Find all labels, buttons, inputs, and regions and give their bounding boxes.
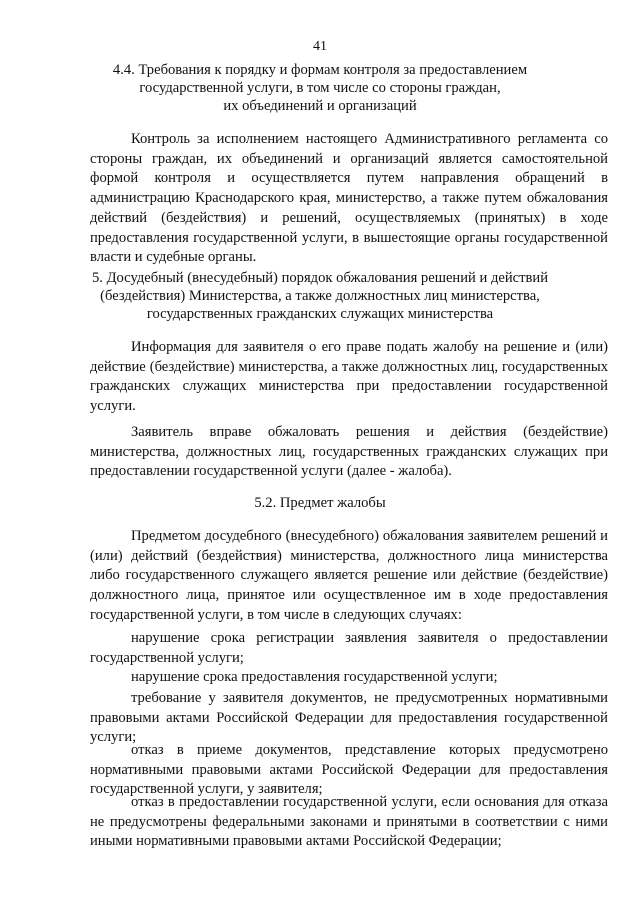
heading-line: государственной услуги, в том числе со стороны граждан, <box>139 80 501 96</box>
list-item: нарушение срока предоставления государственной услуги; <box>131 669 498 685</box>
section-5-paragraph-2: Заявитель вправе обжаловать решения и действия (бездействие) министерства, должностных лиц, государственных гражданских служащих при предоставлении государственной услуги (далее - жалоба). <box>90 424 608 480</box>
heading-line: (бездействия) Министерства, а также должностных лиц министерства, <box>100 288 540 304</box>
section-5-2-heading: 5.2. Предмет жалобы <box>254 495 386 511</box>
list-item: отказ в предоставлении государственной услуги, если основания для отказа не предусмотрены федеральными законами и принятыми в соответствии с ними иными нормативными правовыми актами Российской Федерации; <box>90 794 608 850</box>
list-item: нарушение срока регистрации заявления заявителя о предоставлении государственной услуги; <box>90 630 608 666</box>
page-number: 41 <box>313 39 327 54</box>
list-item: требование у заявителя документов, не предусмотренных нормативными правовыми актами Российской Федерации для предоставления государственной услуги; <box>90 690 608 746</box>
list-item: отказ в приеме документов, представление которых предусмотрено нормативными правовыми актами Российской Федерации для предоставления государственной услуги, у заявителя; <box>90 742 608 798</box>
heading-line: государственных гражданских служащих министерства <box>146 306 494 322</box>
section-5-2-intro: Предметом досудебного (внесудебного) обжалования заявителем решений и (или) действий (бездействия) министерства, должностного лица министерства либо государственного служащего является решение или действие (бездействие) должностного лица, принятое или осуществленное им в ходе предоставления государственной услуги, в том числе в следующих случаях: <box>90 528 608 623</box>
section-4-4-heading <box>0 61 640 115</box>
heading-line: 4.4. Требования к порядку и формам контроля за предоставлением <box>112 62 528 78</box>
section-5-heading <box>0 269 640 323</box>
heading-line: 5. Досудебный (внесудебный) порядок обжалования решений и действий <box>91 270 549 286</box>
section-4-4-paragraph: Контроль за исполнением настоящего Административного регламента со стороны граждан, их объединений и организаций является самостоятельной формой контроля и осуществляется путем направления обращений в администрацию Краснодарского края, министерство, а также путем обжалования действий (бездействия) и решений, осуществляемых (принятых) в ходе предоставления государственной услуги, в вышестоящие органы государственной власти и судебные органы. <box>90 131 608 266</box>
section-5-paragraph-1: Информация для заявителя о его праве подать жалобу на решение и (или) действие (бездействие) министерства, а также должностных лиц, государственных гражданских служащих министерства при предоставлении государственной услуги. <box>90 339 608 415</box>
heading-line: их объединений и организаций <box>223 98 417 114</box>
